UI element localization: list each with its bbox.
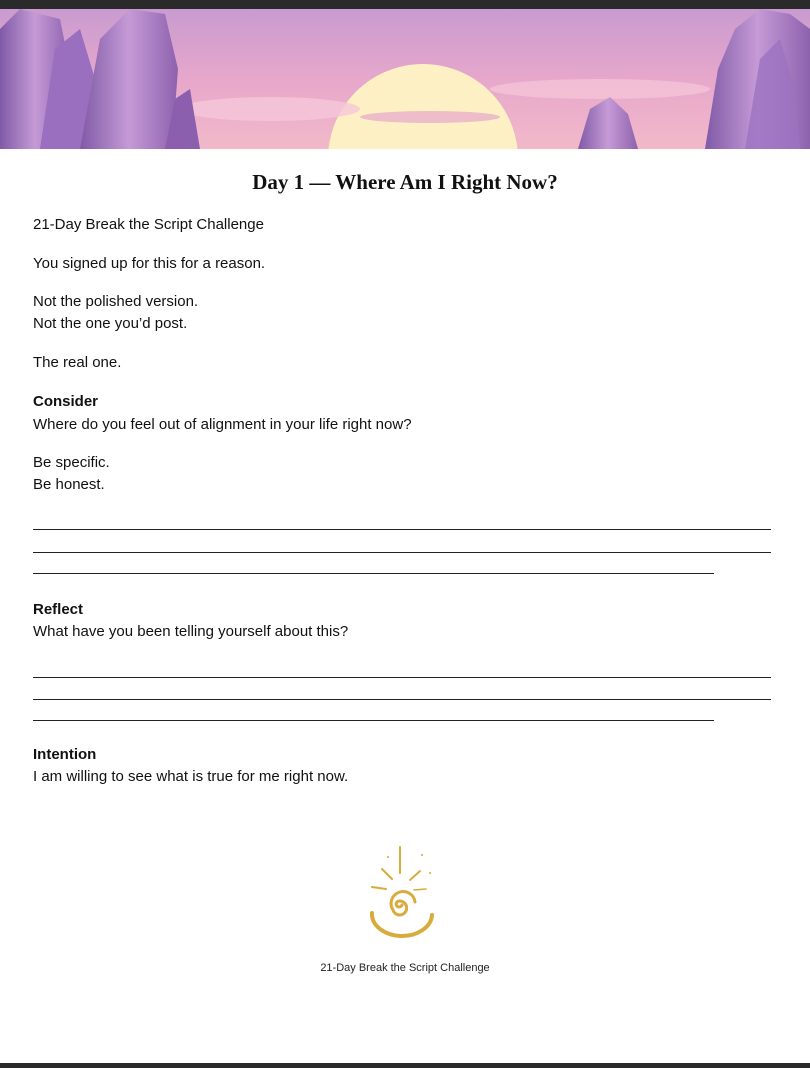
bottom-edge <box>0 1063 810 1068</box>
reflect-prompt: What have you been telling yourself about this? <box>33 623 349 640</box>
writing-line <box>33 529 771 530</box>
intention-heading: Intention <box>33 746 97 763</box>
sun-spiral-icon <box>360 843 444 943</box>
writing-line <box>33 720 714 721</box>
intro-line-2: Not the polished version. <box>33 293 199 310</box>
page-title: Day 1 — Where Am I Right Now? <box>252 170 558 194</box>
writing-line <box>33 677 771 678</box>
sunset-landscape-image <box>0 9 810 149</box>
intro-line-1: You signed up for this for a reason. <box>33 255 266 272</box>
reflect-heading: Reflect <box>33 601 84 618</box>
writing-line <box>33 552 771 553</box>
intro-line-4: The real one. <box>33 354 122 371</box>
writing-line <box>33 699 771 700</box>
consider-heading: Consider <box>33 393 99 410</box>
writing-line <box>33 573 714 574</box>
consider-note-2: Be honest. <box>33 476 105 493</box>
consider-note-1: Be specific. <box>33 454 110 471</box>
intro-line-3: Not the one you’d post. <box>33 315 188 332</box>
header-banner <box>0 9 810 149</box>
top-edge <box>0 0 810 9</box>
intention-statement: I am willing to see what is true for me right now. <box>33 768 349 785</box>
footer-text: 21-Day Break the Script Challenge <box>320 962 490 974</box>
subtitle: 21-Day Break the Script Challenge <box>33 216 264 233</box>
consider-prompt: Where do you feel out of alignment in your life right now? <box>33 416 412 433</box>
